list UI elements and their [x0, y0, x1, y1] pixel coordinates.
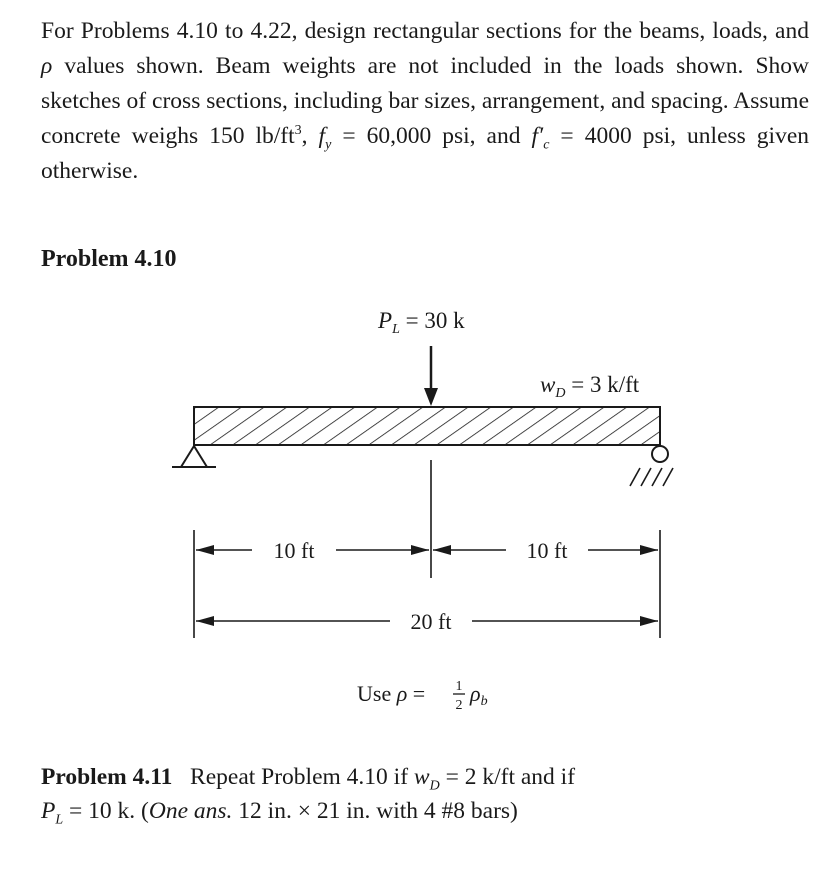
intro-text-1: For Problems 4.10 to 4.22, design rectangular sections for the beams, loads, and [41, 18, 809, 44]
use-rho-label: Use ρ = [357, 681, 426, 706]
dimension-left-label: 10 ft [273, 538, 315, 563]
p-symbol: P [41, 798, 56, 824]
cube-superscript: 3 [294, 123, 302, 139]
problem-4-11-text-2: = 2 k/ft and if [439, 764, 576, 790]
problem-4-11-text-1: Repeat Problem 4.10 if [190, 764, 414, 790]
dimension-right-label: 10 ft [526, 538, 568, 563]
problem-4-11-text-4: 12 in. × 21 in. with 4 #8 bars) [232, 798, 518, 824]
fc-subscript: c [543, 137, 550, 153]
p-subscript: L [55, 812, 64, 828]
problem-4-11-heading: Problem 4.11 [41, 764, 173, 790]
fc-value: = 4000 psi, unless given otherwise. [41, 123, 810, 184]
fy-subscript: y [325, 137, 332, 153]
problem-set-intro [41, 14, 809, 189]
point-load-label: $P_L = 30$ k [378, 308, 465, 337]
fy-symbol: f [318, 123, 326, 149]
intro-text-3: , [301, 123, 319, 149]
rho-symbol: ρ [41, 53, 53, 79]
problem-4-11-text-3: = 10 k. ( [63, 798, 149, 824]
beam [194, 407, 660, 445]
fraction-numerator: 1 [455, 679, 463, 694]
fc-symbol: f′ [531, 123, 544, 149]
w-symbol: w [413, 764, 430, 790]
distributed-load-label: $w_D = 3$ k/ft [540, 372, 640, 401]
dimension-total-label: 20 ft [410, 609, 452, 634]
intro-text-2: values shown. Beam weights are not included in the loads shown. Show sketches of cross sections, including bar sizes, arrangement, and spacing. Assume concrete weighs 150 lb/ft [41, 53, 809, 149]
answer-label: One ans. [148, 798, 233, 824]
problem-4-11 [41, 760, 801, 828]
rho-b-label: ρb [470, 681, 488, 709]
pin-support [172, 446, 216, 467]
w-subscript: D [429, 778, 440, 794]
problem-4-10-heading: Problem 4.10 [41, 246, 177, 272]
beam-diagram [0, 290, 834, 730]
reinforcement-ratio-note [357, 679, 488, 713]
fraction-denominator: 2 [455, 698, 463, 713]
point-load-arrow [424, 346, 438, 406]
fy-value: = 60,000 psi, and [331, 123, 532, 149]
roller-support [630, 446, 673, 486]
